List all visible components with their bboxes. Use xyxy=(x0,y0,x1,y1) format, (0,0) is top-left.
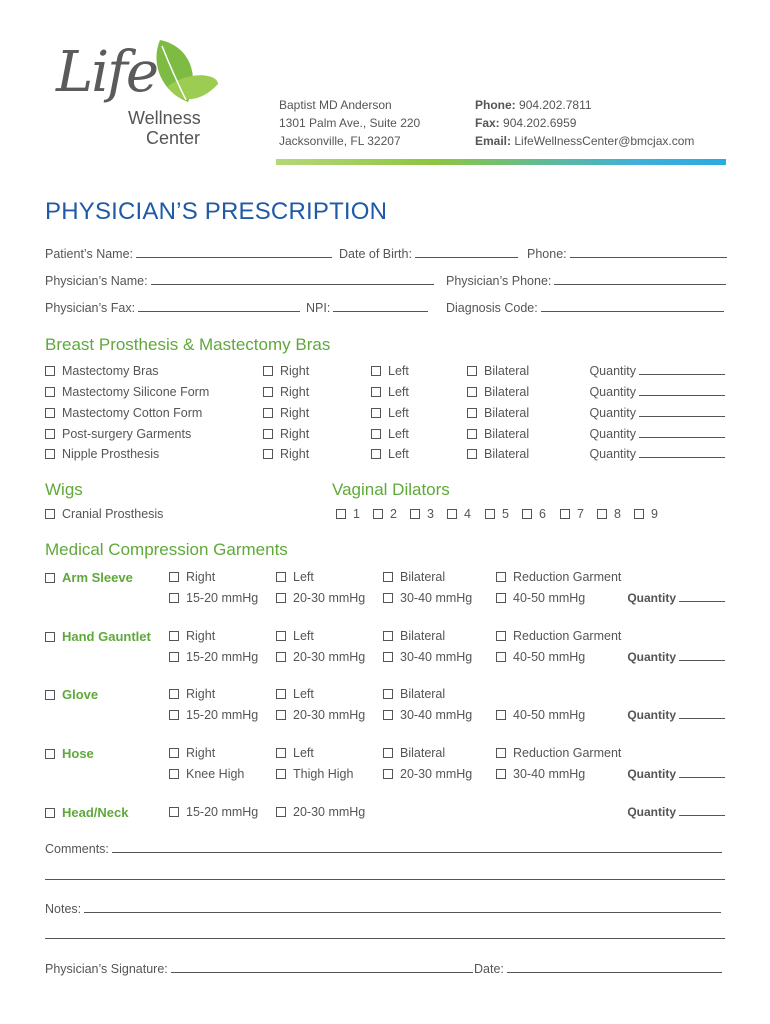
hand-quantity-label: Quantity xyxy=(627,650,676,664)
glove-opt1-0[interactable] xyxy=(169,687,215,701)
arm-opt1-1[interactable] xyxy=(276,570,314,584)
hand-opt2-2[interactable] xyxy=(383,650,472,664)
glove-quantity[interactable] xyxy=(627,708,725,722)
checkbox-icon[interactable] xyxy=(169,572,179,582)
glove-opt2-3-label: 40-50 mmHg xyxy=(513,708,586,722)
hose-opt1-1[interactable] xyxy=(276,746,314,760)
breast-right-1-label: Right xyxy=(280,385,310,399)
hand-opt1-1-label: Left xyxy=(293,629,314,643)
dilator-size-6-label: 6 xyxy=(539,507,546,521)
arm-opt1-3[interactable] xyxy=(496,570,621,584)
logo xyxy=(50,36,220,151)
head-opt1-0-label: 15-20 mmHg xyxy=(186,805,259,819)
hose-opt1-0[interactable] xyxy=(169,746,215,760)
arm-quantity-label: Quantity xyxy=(627,591,676,605)
breast-quantity-3-label: Quantity xyxy=(589,427,636,441)
checkbox-icon[interactable] xyxy=(467,408,477,418)
head-opt1-0[interactable] xyxy=(169,805,258,819)
breast-left-2-label: Left xyxy=(388,406,409,420)
physician-phone-field[interactable] xyxy=(446,274,726,288)
glove-opt2-2-label: 30-40 mmHg xyxy=(400,708,473,722)
glove-quantity-label: Quantity xyxy=(627,708,676,722)
garment-glove-label: Glove xyxy=(62,687,99,702)
signature-date-field[interactable] xyxy=(474,962,722,976)
hand-opt1-0[interactable] xyxy=(169,629,215,643)
breast-bilateral-0-label: Bilateral xyxy=(484,364,530,378)
notes-line-2[interactable] xyxy=(45,938,725,939)
breast-quantity-3[interactable] xyxy=(589,427,725,441)
arm-opt2-1-label: 20-30 mmHg xyxy=(293,591,366,605)
dilator-size-1-label: 1 xyxy=(353,507,360,521)
signature-label: Physician’s Signature: xyxy=(45,962,168,976)
breast-right-0-label: Right xyxy=(280,364,310,378)
arm-opt1-2-label: Bilateral xyxy=(400,570,446,584)
hand-opt2-1-label: 20-30 mmHg xyxy=(293,650,366,664)
arm-opt1-0-label: Right xyxy=(186,570,216,584)
checkbox-icon[interactable] xyxy=(45,387,55,397)
dilator-size-8[interactable] xyxy=(597,507,621,521)
checkbox-icon[interactable] xyxy=(383,652,393,662)
breast-right-3[interactable] xyxy=(263,427,309,441)
checkbox-icon[interactable] xyxy=(276,593,286,603)
checkbox-icon[interactable] xyxy=(169,748,179,758)
checkbox-icon[interactable] xyxy=(276,572,286,582)
breast-bilateral-2[interactable] xyxy=(467,406,529,420)
breast-left-0-label: Left xyxy=(388,364,409,378)
breast-left-4-label: Left xyxy=(388,447,409,461)
cranial-prosthesis-checkbox[interactable] xyxy=(45,507,163,521)
checkbox-icon[interactable] xyxy=(276,807,286,817)
breast-right-2-label: Right xyxy=(280,406,310,420)
glove-opt1-0-label: Right xyxy=(186,687,216,701)
checkbox-icon[interactable] xyxy=(496,710,506,720)
dilator-size-7-label: 7 xyxy=(577,507,584,521)
arm-opt2-1[interactable] xyxy=(276,591,365,605)
checkbox-icon[interactable] xyxy=(263,449,273,459)
checkbox-icon[interactable] xyxy=(467,366,477,376)
breast-item-3[interactable] xyxy=(45,427,191,441)
diagnosis-code-field[interactable] xyxy=(446,301,724,315)
fax-value: 904.202.6959 xyxy=(503,116,577,130)
checkbox-icon[interactable] xyxy=(45,808,55,818)
checkbox-icon[interactable] xyxy=(45,408,55,418)
patient-phone-label: Phone: xyxy=(527,247,567,261)
phone-label: Phone: xyxy=(475,98,516,112)
checkbox-icon[interactable] xyxy=(383,631,393,641)
hose-opt2-1[interactable] xyxy=(276,767,353,781)
breast-bilateral-0[interactable] xyxy=(467,364,529,378)
email-label: Email: xyxy=(475,134,512,148)
checkbox-icon[interactable] xyxy=(496,593,506,603)
checkbox-icon[interactable] xyxy=(263,408,273,418)
hand-opt1-2[interactable] xyxy=(383,629,445,643)
checkbox-icon[interactable] xyxy=(45,573,55,583)
checkbox-icon[interactable] xyxy=(169,631,179,641)
dilator-size-2[interactable] xyxy=(373,507,397,521)
hose-opt2-2[interactable] xyxy=(383,767,472,781)
garment-arm[interactable] xyxy=(45,570,133,585)
breast-right-4-label: Right xyxy=(280,447,310,461)
head-quantity[interactable] xyxy=(627,805,725,819)
comments-field[interactable] xyxy=(45,842,722,856)
breast-quantity-2[interactable] xyxy=(589,406,725,420)
checkbox-icon[interactable] xyxy=(45,749,55,759)
garment-glove[interactable] xyxy=(45,687,98,702)
hand-opt1-0-label: Right xyxy=(186,629,216,643)
dilator-size-9-label: 9 xyxy=(651,507,658,521)
checkbox-icon[interactable] xyxy=(169,652,179,662)
physician-fax-label: Physician’s Fax: xyxy=(45,301,136,315)
address-line-1: Baptist MD Anderson xyxy=(279,98,392,112)
wigs-heading: Wigs xyxy=(45,480,83,499)
checkbox-icon[interactable] xyxy=(45,366,55,376)
checkbox-icon[interactable] xyxy=(276,689,286,699)
checkbox-icon[interactable] xyxy=(485,509,495,519)
hand-opt2-0-label: 15-20 mmHg xyxy=(186,650,259,664)
checkbox-icon[interactable] xyxy=(45,632,55,642)
checkbox-icon[interactable] xyxy=(371,366,381,376)
dilator-size-5[interactable] xyxy=(485,507,509,521)
checkbox-icon[interactable] xyxy=(276,631,286,641)
arm-opt2-2[interactable] xyxy=(383,591,472,605)
hose-opt2-2-label: 20-30 mmHg xyxy=(400,767,473,781)
head-quantity-label: Quantity xyxy=(627,805,676,819)
breast-quantity-3-line[interactable] xyxy=(639,437,725,438)
glove-quantity-line[interactable] xyxy=(679,718,725,719)
hose-opt1-3[interactable] xyxy=(496,746,621,760)
breast-quantity-4-line[interactable] xyxy=(639,457,725,458)
checkbox-icon[interactable] xyxy=(410,509,420,519)
breast-bilateral-3[interactable] xyxy=(467,427,529,441)
glove-opt2-1-label: 20-30 mmHg xyxy=(293,708,366,722)
breast-quantity-2-label: Quantity xyxy=(589,406,636,420)
breast-quantity-1-label: Quantity xyxy=(589,385,636,399)
dilator-size-6[interactable] xyxy=(522,507,546,521)
checkbox-icon[interactable] xyxy=(45,509,55,519)
breast-left-3[interactable] xyxy=(371,427,409,441)
hose-opt1-0-label: Right xyxy=(186,746,216,760)
checkbox-icon[interactable] xyxy=(467,387,477,397)
npi-label: NPI: xyxy=(306,301,331,315)
hose-opt2-0[interactable] xyxy=(169,767,244,781)
dilator-size-8-label: 8 xyxy=(614,507,621,521)
breast-item-4-label: Nipple Prosthesis xyxy=(62,447,160,461)
email-link[interactable]: LifeWellnessCenter@bmcjax.com xyxy=(514,134,695,148)
breast-left-2[interactable] xyxy=(371,406,409,420)
hose-opt1-2-label: Bilateral xyxy=(400,746,446,760)
breast-bilateral-4[interactable] xyxy=(467,447,529,461)
checkbox-icon[interactable] xyxy=(276,710,286,720)
checkbox-icon[interactable] xyxy=(371,387,381,397)
checkbox-icon[interactable] xyxy=(383,748,393,758)
notes-label: Notes: xyxy=(45,902,82,916)
dilator-size-7[interactable] xyxy=(560,507,584,521)
dilator-size-3-label: 3 xyxy=(427,507,434,521)
glove-opt2-3[interactable] xyxy=(496,708,585,722)
address xyxy=(279,96,420,150)
hose-opt2-3[interactable] xyxy=(496,767,585,781)
breast-right-1[interactable] xyxy=(263,385,309,399)
arm-quantity-line[interactable] xyxy=(679,601,725,602)
checkbox-icon[interactable] xyxy=(276,652,286,662)
hose-opt2-3-label: 30-40 mmHg xyxy=(513,767,586,781)
hand-opt2-2-label: 30-40 mmHg xyxy=(400,650,473,664)
vaginal-dilators-heading: Vaginal Dilators xyxy=(332,480,450,499)
breast-right-3-label: Right xyxy=(280,427,310,441)
breast-quantity-0[interactable] xyxy=(589,364,725,378)
garment-head[interactable] xyxy=(45,805,128,820)
glove-opt1-2-label: Bilateral xyxy=(400,687,446,701)
checkbox-icon[interactable] xyxy=(383,593,393,603)
header-divider xyxy=(276,159,726,165)
checkbox-icon[interactable] xyxy=(371,449,381,459)
checkbox-icon[interactable] xyxy=(169,689,179,699)
breast-right-4[interactable] xyxy=(263,447,309,461)
compression-heading: Medical Compression Garments xyxy=(45,540,288,559)
diagnosis-code-label: Diagnosis Code: xyxy=(446,301,538,315)
hose-opt1-2[interactable] xyxy=(383,746,445,760)
checkbox-icon[interactable] xyxy=(496,769,506,779)
dilator-size-4[interactable] xyxy=(447,507,471,521)
dilator-size-3[interactable] xyxy=(410,507,434,521)
hand-opt2-0[interactable] xyxy=(169,650,258,664)
checkbox-icon[interactable] xyxy=(383,769,393,779)
checkbox-icon[interactable] xyxy=(634,509,644,519)
comments-line-2[interactable] xyxy=(45,879,725,880)
checkbox-icon[interactable] xyxy=(263,366,273,376)
address-line-2: 1301 Palm Ave., Suite 220 xyxy=(279,116,421,130)
checkbox-icon[interactable] xyxy=(560,509,570,519)
page-title: PHYSICIAN’S PRESCRIPTION xyxy=(45,198,388,225)
dilator-size-1[interactable] xyxy=(336,507,360,521)
hand-opt1-2-label: Bilateral xyxy=(400,629,446,643)
arm-quantity[interactable] xyxy=(627,591,725,605)
checkbox-icon[interactable] xyxy=(597,509,607,519)
contact-info xyxy=(475,96,694,150)
hand-quantity-line[interactable] xyxy=(679,660,725,661)
garment-hose-label: Hose xyxy=(62,746,94,761)
hand-opt1-1[interactable] xyxy=(276,629,314,643)
breast-left-3-label: Left xyxy=(388,427,409,441)
breast-item-1[interactable] xyxy=(45,385,209,399)
breast-item-1-label: Mastectomy Silicone Form xyxy=(62,385,210,399)
glove-opt2-2[interactable] xyxy=(383,708,472,722)
checkbox-icon[interactable] xyxy=(371,408,381,418)
breast-bilateral-1[interactable] xyxy=(467,385,529,399)
checkbox-icon[interactable] xyxy=(263,429,273,439)
patient-phone-field[interactable] xyxy=(527,247,727,261)
cranial-prosthesis-label: Cranial Prosthesis xyxy=(62,507,164,521)
physician-fax-field[interactable] xyxy=(45,301,300,315)
comments-label: Comments: xyxy=(45,842,109,856)
breast-left-0[interactable] xyxy=(371,364,409,378)
hand-opt2-1[interactable] xyxy=(276,650,365,664)
breast-left-1-label: Left xyxy=(388,385,409,399)
checkbox-icon[interactable] xyxy=(45,429,55,439)
arm-opt2-2-label: 30-40 mmHg xyxy=(400,591,473,605)
checkbox-icon[interactable] xyxy=(169,593,179,603)
hose-opt1-1-label: Left xyxy=(293,746,314,760)
breast-quantity-0-label: Quantity xyxy=(589,364,636,378)
signature-field[interactable] xyxy=(45,962,473,976)
breast-quantity-4[interactable] xyxy=(589,447,725,461)
arm-opt2-3[interactable] xyxy=(496,591,585,605)
arm-opt1-2[interactable] xyxy=(383,570,445,584)
dob-label: Date of Birth: xyxy=(339,247,412,261)
logo-script: Life xyxy=(56,40,157,105)
fax-label: Fax: xyxy=(475,116,500,130)
checkbox-icon[interactable] xyxy=(496,572,506,582)
hose-opt1-3-label: Reduction Garment xyxy=(513,746,622,760)
breast-section-heading: Breast Prosthesis & Mastectomy Bras xyxy=(45,335,331,354)
checkbox-icon[interactable] xyxy=(373,509,383,519)
checkbox-icon[interactable] xyxy=(467,449,477,459)
dilator-size-9[interactable] xyxy=(634,507,658,521)
breast-bilateral-3-label: Bilateral xyxy=(484,427,530,441)
breast-item-4[interactable] xyxy=(45,447,159,461)
garment-hand-label: Hand Gauntlet xyxy=(62,629,151,644)
breast-right-2[interactable] xyxy=(263,406,309,420)
breast-quantity-4-label: Quantity xyxy=(589,447,636,461)
arm-opt1-1-label: Left xyxy=(293,570,314,584)
garment-head-label: Head/Neck xyxy=(62,805,129,820)
checkbox-icon[interactable] xyxy=(263,387,273,397)
address-line-3: Jacksonville, FL 32207 xyxy=(279,134,401,148)
glove-opt2-0[interactable] xyxy=(169,708,258,722)
hose-opt2-0-label: Knee High xyxy=(186,767,245,781)
breast-item-2[interactable] xyxy=(45,406,202,420)
breast-item-3-label: Post-surgery Garments xyxy=(62,427,192,441)
hand-opt2-3[interactable] xyxy=(496,650,585,664)
checkbox-icon[interactable] xyxy=(496,748,506,758)
checkbox-icon[interactable] xyxy=(383,689,393,699)
glove-opt1-1[interactable] xyxy=(276,687,314,701)
checkbox-icon[interactable] xyxy=(169,769,179,779)
dob-field[interactable] xyxy=(339,247,518,261)
dilator-size-5-label: 5 xyxy=(502,507,509,521)
breast-bilateral-4-label: Bilateral xyxy=(484,447,530,461)
checkbox-icon[interactable] xyxy=(276,748,286,758)
logo-wellness: Wellness xyxy=(128,108,201,128)
npi-field[interactable] xyxy=(306,301,428,315)
checkbox-icon[interactable] xyxy=(371,429,381,439)
glove-opt2-0-label: 15-20 mmHg xyxy=(186,708,259,722)
head-opt1-1-label: 20-30 mmHg xyxy=(293,805,366,819)
checkbox-icon[interactable] xyxy=(45,690,55,700)
head-opt1-1[interactable] xyxy=(276,805,365,819)
arm-opt2-0-label: 15-20 mmHg xyxy=(186,591,259,605)
checkbox-icon[interactable] xyxy=(169,807,179,817)
checkbox-icon[interactable] xyxy=(169,710,179,720)
hand-opt1-3[interactable] xyxy=(496,629,621,643)
breast-item-0[interactable] xyxy=(45,364,159,378)
phone-value: 904.202.7811 xyxy=(519,98,592,112)
hand-quantity[interactable] xyxy=(627,650,725,664)
hose-quantity-label: Quantity xyxy=(627,767,676,781)
breast-left-1[interactable] xyxy=(371,385,409,399)
checkbox-icon[interactable] xyxy=(276,769,286,779)
physician-name-field[interactable] xyxy=(45,274,434,288)
hose-opt2-1-label: Thigh High xyxy=(293,767,354,781)
breast-bilateral-2-label: Bilateral xyxy=(484,406,530,420)
physician-phone-label: Physician’s Phone: xyxy=(446,274,552,288)
checkbox-icon[interactable] xyxy=(467,429,477,439)
breast-quantity-2-line[interactable] xyxy=(639,416,725,417)
dilator-size-4-label: 4 xyxy=(464,507,471,521)
checkbox-icon[interactable] xyxy=(45,449,55,459)
glove-opt2-1[interactable] xyxy=(276,708,365,722)
dilator-size-2-label: 2 xyxy=(390,507,397,521)
checkbox-icon[interactable] xyxy=(496,631,506,641)
breast-quantity-1-line[interactable] xyxy=(639,395,725,396)
notes-field[interactable] xyxy=(45,902,721,916)
breast-right-0[interactable] xyxy=(263,364,309,378)
breast-bilateral-1-label: Bilateral xyxy=(484,385,530,399)
hand-opt1-3-label: Reduction Garment xyxy=(513,629,622,643)
checkbox-icon[interactable] xyxy=(447,509,457,519)
checkbox-icon[interactable] xyxy=(383,710,393,720)
signature-date-label: Date: xyxy=(474,962,504,976)
hose-quantity-line[interactable] xyxy=(679,777,725,778)
garment-hose[interactable] xyxy=(45,746,94,761)
breast-quantity-0-line[interactable] xyxy=(639,374,725,375)
patient-name-field[interactable] xyxy=(45,247,332,261)
hose-quantity[interactable] xyxy=(627,767,725,781)
logo-center: Center xyxy=(146,128,201,148)
patient-name-label: Patient’s Name: xyxy=(45,247,134,261)
breast-item-0-label: Mastectomy Bras xyxy=(62,364,159,378)
physician-name-label: Physician’s Name: xyxy=(45,274,148,288)
breast-item-2-label: Mastectomy Cotton Form xyxy=(62,406,203,420)
hand-opt2-3-label: 40-50 mmHg xyxy=(513,650,586,664)
head-quantity-line[interactable] xyxy=(679,815,725,816)
garment-arm-label: Arm Sleeve xyxy=(62,570,133,585)
arm-opt1-0[interactable] xyxy=(169,570,215,584)
glove-opt1-1-label: Left xyxy=(293,687,314,701)
breast-left-4[interactable] xyxy=(371,447,409,461)
arm-opt1-3-label: Reduction Garment xyxy=(513,570,622,584)
breast-quantity-1[interactable] xyxy=(589,385,725,399)
checkbox-icon[interactable] xyxy=(496,652,506,662)
checkbox-icon[interactable] xyxy=(336,509,346,519)
glove-opt1-2[interactable] xyxy=(383,687,445,701)
arm-opt2-0[interactable] xyxy=(169,591,258,605)
checkbox-icon[interactable] xyxy=(383,572,393,582)
garment-hand[interactable] xyxy=(45,629,151,644)
arm-opt2-3-label: 40-50 mmHg xyxy=(513,591,586,605)
checkbox-icon[interactable] xyxy=(522,509,532,519)
